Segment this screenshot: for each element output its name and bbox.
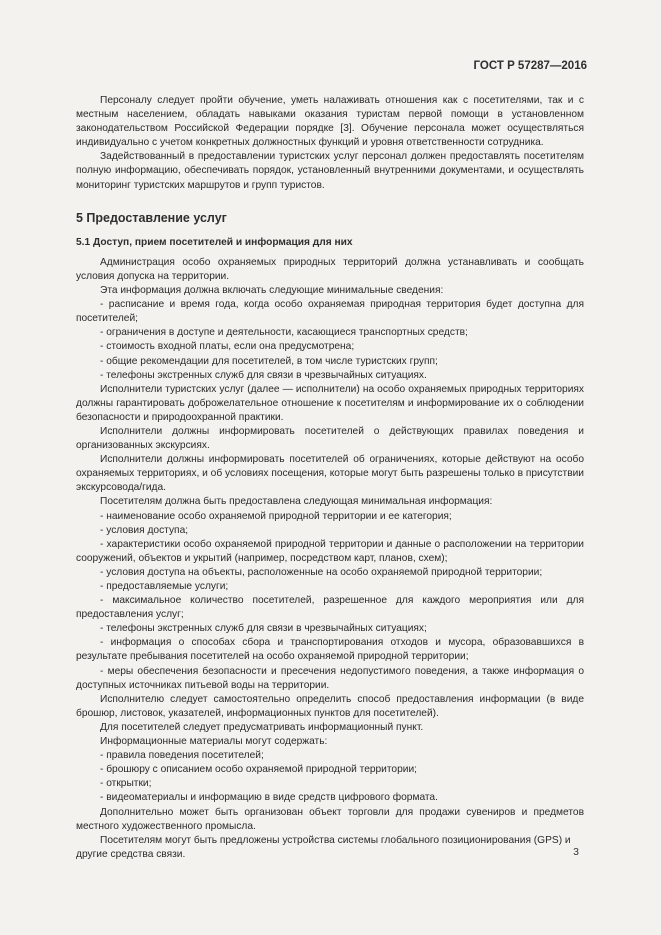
list-item: - телефоны экстренных служб для связи в чрезвычайных ситуациях; <box>100 623 427 635</box>
section-title: 5 Предоставление услуг <box>76 210 227 225</box>
list-item: - предоставляемые услуги; <box>100 581 229 592</box>
body-paragraph: Информационные материалы могут содержать: <box>100 736 328 748</box>
intro-paragraph: Персоналу следует пройти обучение, уметь налаживать отношения как с посетителями, так и с местным населением, обладать навыками оказания туристам первой помощи в установленном законодательством Российской Федерации порядке [3]. Обучение персонала может осуществляться индивидуально с учетом конкретных должностных функций и уровня ответственности сотрудника. <box>76 95 584 149</box>
list-item: - наименование особо охраняемой природной территории и ее категория; <box>100 510 452 522</box>
body-paragraph: Посетителям могут быть предложены устройства системы глобального позиционирования (GPS) и другие средства связи. <box>76 834 571 860</box>
body-paragraph: Исполнителю следует самостоятельно определить способ предоставления информации (в виде брошюр, листовок, указателей, информационных пунктов для посетителей). <box>76 693 584 719</box>
list-item: - условия доступа на объекты, расположенные на особо охраняемой природной территории; <box>100 566 543 578</box>
list-item: - характеристики особо охраняемой природной территории и данные о расположении на территории сооружений, объектов и укрытий (например, посредством карт, планов, схем); <box>76 538 584 564</box>
list-item: - ограничения в доступе и деятельности, касающиеся транспортных средств; <box>100 327 468 339</box>
body-paragraph: Посетителям должна быть предоставлена следующая минимальная информация: <box>100 496 493 508</box>
list-item: - правила поведения посетителей; <box>100 750 264 762</box>
body-paragraph: Дополнительно может быть организован объект торговли для продажи сувениров и предметов местного художественного промысла. <box>76 806 584 832</box>
list-item: - максимальное количество посетителей, разрешенное для каждого мероприятия или для предоставления услуг; <box>76 595 584 621</box>
list-item: - меры обеспечения безопасности и пресечения недопустимого поведения, а также информация о доступных источниках питьевой воды на территории. <box>76 665 584 691</box>
body-paragraph: Исполнители должны информировать посетителей об ограничениях, которые действуют на особо охраняемых территориях, и об условиях посещения, которые могут быть разрешены только в присутствии экскурсовода/гида. <box>76 454 584 494</box>
list-item: - видеоматериалы и информацию в виде средств цифрового формата. <box>100 792 438 804</box>
list-item: - условия доступа; <box>100 524 189 536</box>
list-item: - телефоны экстренных служб для связи в чрезвычайных ситуациях. <box>100 369 427 381</box>
page-body <box>76 94 584 862</box>
subsection-title: 5.1 Доступ, прием посетителей и информация для них <box>76 236 353 248</box>
list-item: - информация о способах сбора и транспортирования отходов и мусора, образовавшихся в результате пребывания посетителей на особо охраняемой природной территории; <box>76 637 584 663</box>
intro-paragraph: Задействованный в предоставлении туристских услуг персонал должен предоставлять посетителям полную информацию, обеспечивать порядок, установленный внутренними документами, и осуществлять мониторинг туристских маршрутов и групп туристов. <box>76 151 584 191</box>
body-paragraph: Исполнители туристских услуг (далее — исполнители) на особо охраняемых природных территориях должны гарантировать доброжелательное отношение к посетителям и информирование их о соблюдении безопасности и природоохранной практики. <box>76 383 584 423</box>
body-paragraph: Для посетителей следует предусматривать информационный пункт. <box>100 721 424 733</box>
body-paragraph: Эта информация должна включать следующие минимальные сведения: <box>100 285 444 297</box>
standard-code-header: ГОСТ Р 57287—2016 <box>473 60 587 72</box>
list-item: - расписание и время года, когда особо охраняемая природная территория будет доступна для посетителей; <box>76 299 584 325</box>
body-paragraph: Администрация особо охраняемых природных территорий должна устанавливать и сообщать условия допуска на территории. <box>76 256 584 282</box>
body-paragraph: Исполнители должны информировать посетителей о действующих правилах поведения и организованных экскурсиях. <box>76 425 584 452</box>
list-item: - стоимость входной платы, если она предусмотрена; <box>100 341 355 353</box>
list-item: - брошюру с описанием особо охраняемой природной территории; <box>100 764 417 776</box>
page-number: 3 <box>573 846 579 858</box>
list-item: - общие рекомендации для посетителей, в том числе туристских групп; <box>100 355 438 367</box>
list-item: - открытки; <box>100 778 152 790</box>
